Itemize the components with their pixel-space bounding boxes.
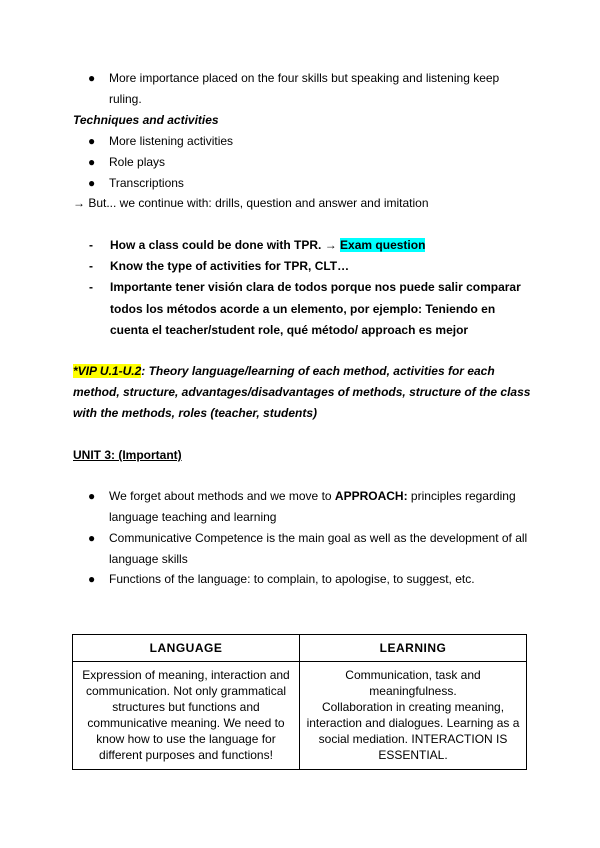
bullet-text: More importance placed on the four skills but speaking and listening keep ruling. <box>109 71 500 106</box>
unit3-text: Functions of the language: to complain, to apologise, to suggest, etc. <box>109 572 475 586</box>
continue-note: → But... we continue with: drills, question and answer and imitation <box>73 196 429 210</box>
bullet-icon: ● <box>88 531 96 545</box>
dash-icon: - <box>89 238 93 252</box>
exam-question-highlight: Exam question <box>340 238 426 252</box>
vip-text: : Theory language/learning of each method, activities for each method, structure, advantages/disadvantages of methods, structure of the class with the methods, roles (teacher, students) <box>73 364 531 420</box>
unit3-text: principles regarding language teaching and learning <box>109 489 516 524</box>
technique-text: Transcriptions <box>109 176 184 190</box>
bullet-icon: ● <box>88 71 96 85</box>
unit3-text: Communicative Competence is the main goal as well as the development of all language skills <box>109 531 528 566</box>
header-learning: LEARNING <box>300 635 527 662</box>
header-language: LANGUAGE <box>73 635 300 662</box>
bullet-icon: ● <box>88 572 96 586</box>
cell-learning: Communication, task and meaningfulness. Collaboration in creating meaning, interaction and dialogues. Learning as a social mediation. INTERACTION IS ESSENTIAL. <box>300 662 527 770</box>
dash-text: Know the type of activities for TPR, CLT… <box>110 259 350 273</box>
bullet-icon: ● <box>88 176 96 190</box>
table-row <box>73 662 527 770</box>
dash-text: How a class could be done with TPR. → <box>110 238 337 252</box>
bullet-icon: ● <box>88 489 96 503</box>
dash-icon: - <box>89 259 93 273</box>
technique-text: More listening activities <box>109 134 234 148</box>
unit3-heading: UNIT 3: (Important) <box>73 448 182 462</box>
bullet-icon: ● <box>88 134 96 148</box>
table-header-row <box>73 635 527 662</box>
language-learning-table <box>72 634 527 770</box>
bullet-icon: ● <box>88 155 96 169</box>
approach-term: APPROACH: <box>334 489 408 503</box>
dash-text: Importante tener visión clara de todos porque nos puede salir comparar todos los métodos acorde a un elemento, por ejemplo: Teniendo en cuenta el teacher/student role, qué método/ approach es mejor <box>110 280 521 337</box>
technique-text: Role plays <box>109 155 166 169</box>
cell-language: Expression of meaning, interaction and communication. Not only grammatical structures but functions and communicative meaning. We need to know how to use the language for different purposes and functions! <box>73 662 300 770</box>
unit3-text: We forget about methods and we move to <box>109 489 335 503</box>
dash-icon: - <box>89 280 93 294</box>
vip-paragraph <box>73 361 535 424</box>
vip-highlight: *VIP U.1-U.2 <box>73 364 142 378</box>
techniques-heading: Techniques and activities <box>73 113 219 127</box>
